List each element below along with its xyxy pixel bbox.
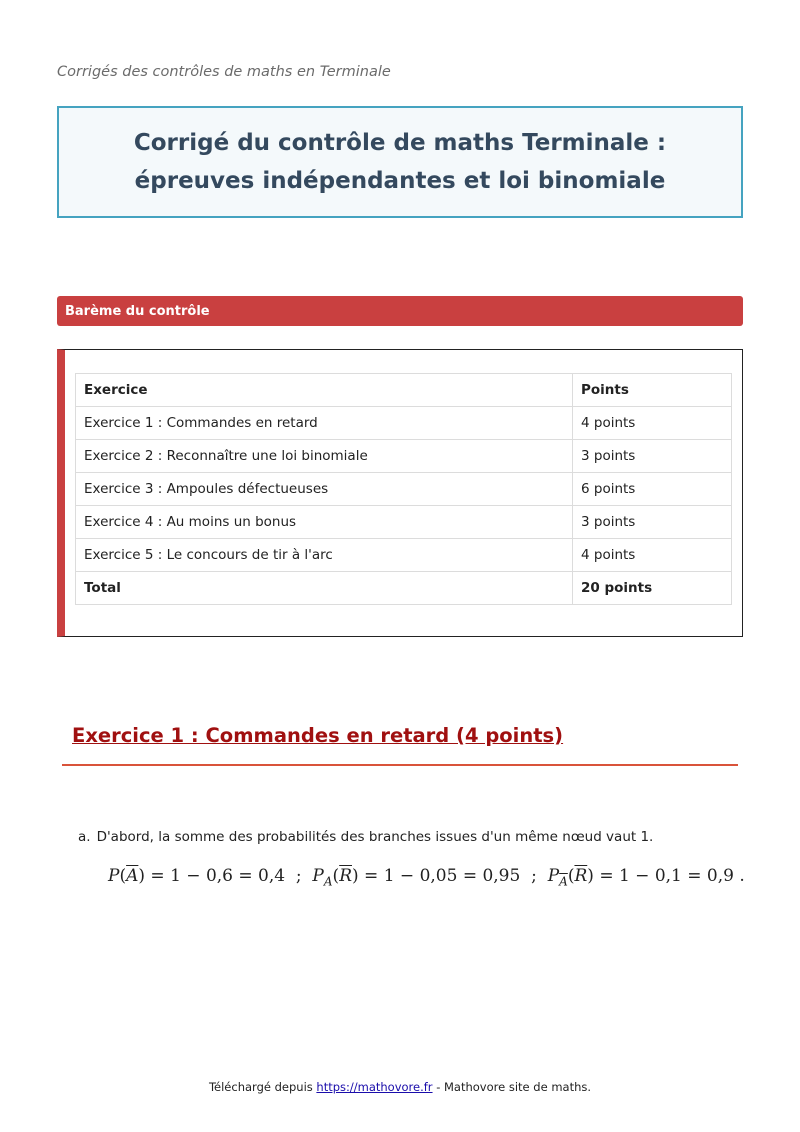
footer-prefix: Téléchargé depuis <box>208 1080 317 1094</box>
page-subtitle: Corrigés des contrôles de maths en Terminale <box>57 64 391 80</box>
bareme-heading <box>57 296 743 326</box>
cell-points: 4 points <box>573 539 732 572</box>
formula-value-3: = 1 − 0,1 = 0,9 . <box>599 866 745 886</box>
table-total-row <box>76 572 732 605</box>
cell-exercice: Exercice 3 : Ampoules défectueuses <box>76 473 573 506</box>
bareme-table <box>75 373 732 605</box>
page-title: Corrigé du contrôle de maths Terminale : épreuves indépendantes et loi binomiale <box>133 130 667 194</box>
formula-term-3: $P_{\overline{A}}(\overline{R})$ <box>547 866 594 889</box>
exercise-1-heading: Exercice 1 : Commandes en retard (4 points) <box>72 724 564 747</box>
cell-exercice: Exercice 1 : Commandes en retard <box>76 407 573 440</box>
column-header-exercice: Exercice <box>76 374 573 407</box>
cell-points: 3 points <box>573 506 732 539</box>
table-row <box>76 473 732 506</box>
cell-exercice: Exercice 2 : Reconnaître une loi binomiale <box>76 440 573 473</box>
probability-formula <box>108 866 745 888</box>
formula-value-2: = 1 − 0,05 = 0,95 <box>364 866 521 886</box>
cell-exercice: Exercice 4 : Au moins un bonus <box>76 506 573 539</box>
formula-separator: ; <box>295 866 302 886</box>
table-header-row <box>76 374 732 407</box>
bareme-heading-label: Barème du contrôle <box>65 303 210 319</box>
page-footer <box>0 1080 800 1094</box>
table-row <box>76 407 732 440</box>
heading-divider <box>62 764 738 766</box>
formula-term-1: $P(\overline{A})$ <box>108 866 146 886</box>
item-text: D'abord, la somme des probabilités des branches issues d'un même nœud vaut 1. <box>96 829 654 845</box>
formula-value-1: = 1 − 0,6 = 0,4 <box>150 866 286 886</box>
bareme-table-box <box>57 349 743 637</box>
cell-exercice: Exercice 5 : Le concours de tir à l'arc <box>76 539 573 572</box>
table-row <box>76 506 732 539</box>
cell-total-points: 20 points <box>573 572 732 605</box>
cell-points: 6 points <box>573 473 732 506</box>
cell-points: 3 points <box>573 440 732 473</box>
formula-separator: ; <box>531 866 537 886</box>
column-header-points: Points <box>573 374 732 407</box>
cell-points: 4 points <box>573 407 732 440</box>
table-row <box>76 539 732 572</box>
title-box <box>57 106 743 218</box>
table-row <box>76 440 732 473</box>
list-item-a <box>78 829 653 845</box>
item-label: a. <box>78 829 91 845</box>
footer-link[interactable]: https://mathovore.fr <box>316 1080 433 1094</box>
cell-total-label: Total <box>76 572 573 605</box>
formula-term-2: $P_A(\overline{R})$ <box>312 866 359 889</box>
footer-suffix: - Mathovore site de maths. <box>432 1080 592 1094</box>
